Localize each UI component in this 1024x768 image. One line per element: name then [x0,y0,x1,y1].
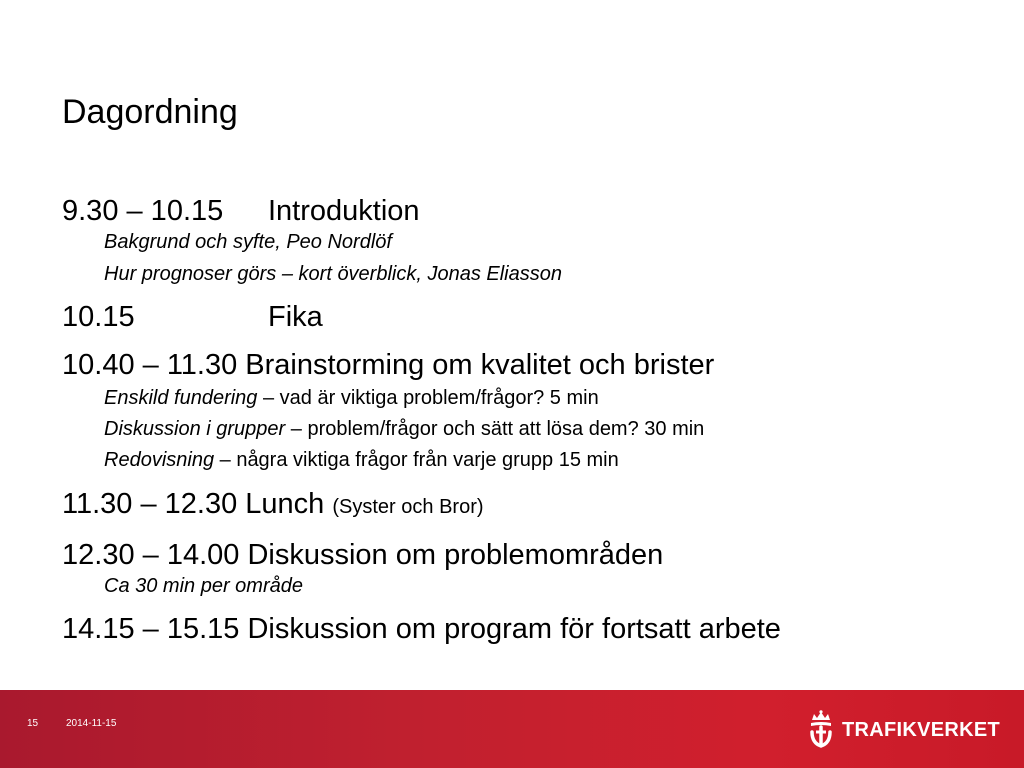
agenda-topic: Diskussion om problemområden [247,539,664,571]
agenda-subitem: Bakgrund och syfte, Peo Nordlöf [104,231,392,253]
agenda-topic: Lunch [245,488,325,520]
agenda-subitem [62,386,1002,410]
crown-emblem-icon [806,710,836,750]
agenda-time: 10.15 [62,301,135,333]
slide-title: Dagordning [62,93,238,131]
agenda-topic: Diskussion om program för fortsatt arbete [247,613,781,645]
subitem-text: – vad är viktiga problem/frågor? 5 min [257,387,599,409]
agenda-time: 12.30 – 14.00 [62,539,240,571]
agenda-topic: Introduktion [268,195,420,227]
agenda-time: 14.15 – 15.15 [62,613,240,645]
brand-name: TRAFIKVERKET [842,718,1001,741]
subitem-label: Enskild fundering [104,387,258,409]
subitem-text: – problem/frågor och sätt att lösa dem? 30 min [285,418,705,440]
trafikverket-logo [806,710,1000,750]
page-number: 15 [27,718,39,729]
agenda-item-problemomraden [62,538,1002,598]
agenda-subitem: Ca 30 min per område [104,575,303,597]
agenda-item-lunch [62,487,1002,524]
agenda-list [62,194,1002,646]
subitem-label: Diskussion i grupper [104,418,286,440]
agenda-time: 9.30 – 10.15 [62,195,224,227]
subitem-label: Redovisning [104,449,215,471]
footer-date: 2014-11-15 [66,718,117,729]
agenda-item-introduktion [62,194,1002,286]
agenda-topic: Brainstorming om kvalitet och brister [245,349,715,381]
agenda-item-program [62,612,1002,646]
agenda-time: 11.30 – 12.30 [62,488,238,520]
agenda-item-brainstorming [62,348,1002,472]
agenda-time: 10.40 – 11.30 [62,349,238,381]
agenda-subitem [62,448,1002,472]
footer-bar [0,690,1024,768]
subitem-text: – några viktiga frågor från varje grupp 15 min [214,449,619,471]
agenda-note: (Syster och Bror) [332,496,484,518]
agenda-topic: Fika [268,301,323,333]
agenda-subitem: Hur prognoser görs – kort överblick, Jonas Eliasson [104,263,562,285]
agenda-subitem [62,417,1002,441]
agenda-item-fika [62,300,1002,334]
